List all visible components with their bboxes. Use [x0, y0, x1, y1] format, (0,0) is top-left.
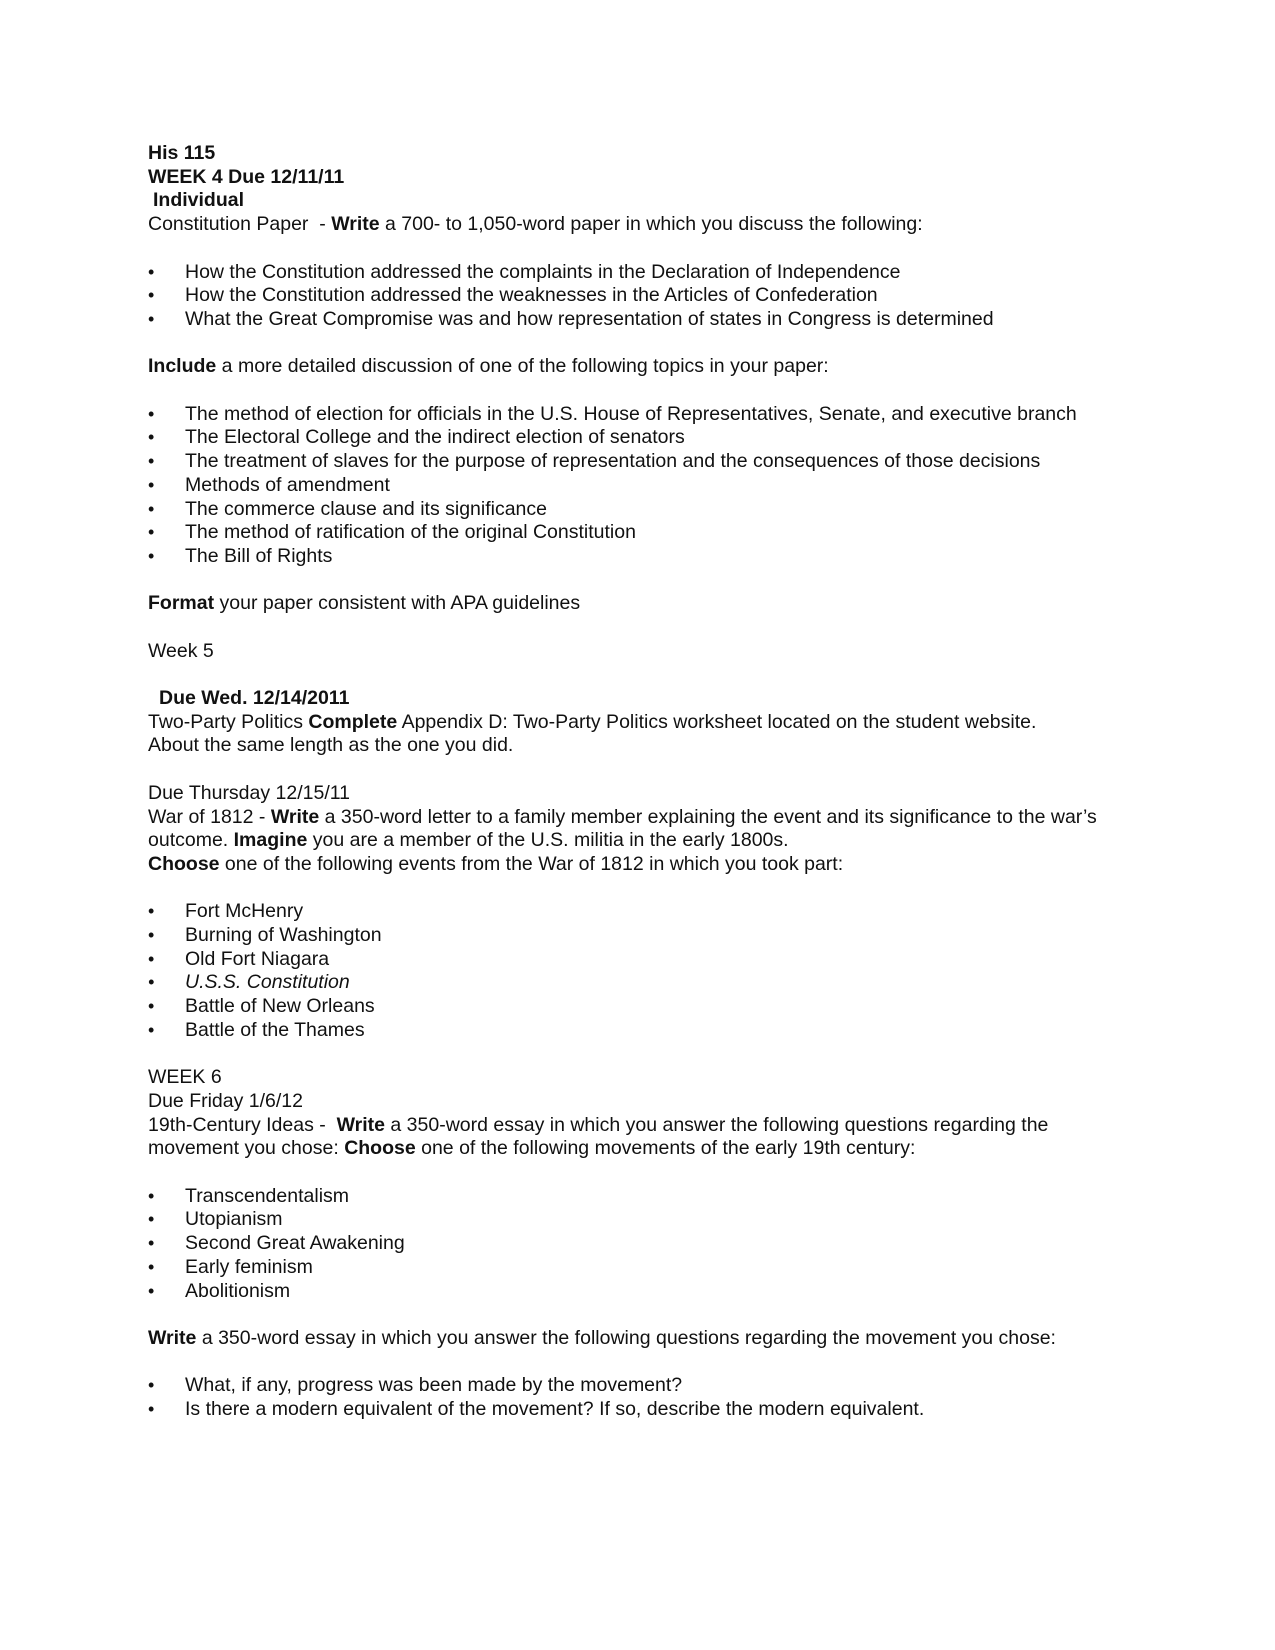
format-rest: your paper consistent with APA guidelines	[214, 592, 581, 615]
list-item: • Second Great Awakening	[148, 1232, 1128, 1256]
discussion-points-list	[148, 261, 1128, 332]
week5-due-thursday: Due Thursday 12/15/11	[148, 781, 350, 804]
length-note: About the same length as the one you did.	[148, 734, 514, 757]
list-item: • The commerce clause and its significance	[148, 498, 1128, 522]
list-item: • How the Constitution addressed the weaknesses in the Articles of Confederation	[148, 284, 1128, 308]
list-item: • The treatment of slaves for the purpose of representation and the consequences of those decisions	[148, 450, 1128, 474]
two-party-rest: Appendix D: Two-Party Politics worksheet located on the student website.	[397, 710, 1037, 733]
list-item: • Burning of Washington	[148, 924, 1128, 948]
include-rest: a more detailed discussion of one of the following topics in your paper:	[216, 355, 829, 378]
list-item: • Fort McHenry	[148, 900, 1128, 924]
spacer	[148, 569, 1128, 593]
spacer	[148, 332, 1128, 356]
questions-list	[148, 1374, 1128, 1421]
complete-verb: Complete	[308, 710, 398, 733]
spacer	[148, 1161, 1128, 1185]
list-item: • Battle of New Orleans	[148, 995, 1128, 1019]
list-item: • The method of ratification of the original Constitution	[148, 521, 1128, 545]
essay-instruction	[148, 1327, 1128, 1351]
list-item: • Battle of the Thames	[148, 1019, 1128, 1043]
format-verb: Format	[148, 592, 215, 615]
spacer	[148, 758, 1128, 782]
list-item: • What, if any, progress was been made by the movement?	[148, 1374, 1128, 1398]
ideas-rest: a 350-word essay in which you answer the following questions regarding the movement you chose:	[148, 1113, 1054, 1160]
constitution-paper-instruction	[148, 213, 1128, 237]
list-item: • What the Great Compromise was and how representation of states in Congress is determined	[148, 308, 1128, 332]
movements-list	[148, 1185, 1128, 1304]
write-verb: Write	[148, 1326, 197, 1349]
choose-rest: one of the following movements of the early 19th century:	[415, 1137, 916, 1160]
week6-heading: WEEK 6	[148, 1066, 222, 1089]
events-list	[148, 900, 1128, 1042]
choose-verb: Choose	[148, 852, 220, 875]
choose-event-instruction	[148, 853, 1128, 877]
war-lead: War of 1812 -	[148, 805, 271, 828]
spacer	[148, 379, 1128, 403]
list-item: • The Bill of Rights	[148, 545, 1128, 569]
write-verb: Write	[331, 213, 380, 236]
list-item: • Transcendentalism	[148, 1185, 1128, 1209]
topics-list	[148, 403, 1128, 569]
ideas-lead: 19th-Century Ideas -	[148, 1113, 337, 1136]
essay-rest: a 350-word essay in which you answer the following questions regarding the movement you chose:	[196, 1326, 1056, 1349]
list-item: • The Electoral College and the indirect election of senators	[148, 426, 1128, 450]
spacer	[148, 237, 1128, 261]
imagine-verb: Imagine	[233, 829, 308, 852]
constitution-paper-rest: a 700- to 1,050-word paper in which you discuss the following:	[379, 213, 923, 236]
spacer	[148, 1303, 1128, 1327]
include-verb: Include	[148, 355, 217, 378]
two-party-lead: Two-Party Politics	[148, 710, 309, 733]
list-item: • Utopianism	[148, 1208, 1128, 1232]
list-item: • U.S.S. Constitution	[148, 971, 1128, 995]
write-verb: Write	[336, 1113, 385, 1136]
week5-due-wednesday: Due Wed. 12/14/2011	[159, 687, 350, 710]
week5-heading: Week 5	[148, 639, 214, 662]
include-instruction	[148, 355, 1128, 379]
spacer	[148, 1351, 1128, 1375]
list-item: • Is there a modern equivalent of the movement? If so, describe the modern equivalent.	[148, 1398, 1128, 1422]
constitution-paper-lead: Constitution Paper -	[148, 213, 332, 236]
week4-due-heading: WEEK 4 Due 12/11/11	[148, 165, 345, 188]
format-instruction	[148, 592, 1128, 616]
list-item: • Old Fort Niagara	[148, 948, 1128, 972]
list-item: • Early feminism	[148, 1256, 1128, 1280]
write-verb: Write	[270, 805, 320, 828]
course-title: His 115	[148, 142, 216, 164]
choose-rest: one of the following events from the War of 1812 in which you took part:	[219, 852, 844, 875]
war-of-1812-instruction	[148, 806, 1128, 853]
ideas-instruction	[148, 1114, 1128, 1161]
spacer	[148, 616, 1128, 640]
week6-due-friday: Due Friday 1/6/12	[148, 1089, 304, 1112]
spacer	[148, 877, 1128, 901]
document-page	[148, 142, 1128, 1422]
choose-verb: Choose	[344, 1137, 416, 1160]
individual-label: Individual	[153, 189, 245, 212]
list-item: • How the Constitution addressed the complaints in the Declaration of Independence	[148, 261, 1128, 285]
list-item: • Methods of amendment	[148, 474, 1128, 498]
spacer	[148, 1043, 1128, 1067]
list-item: • Abolitionism	[148, 1280, 1128, 1304]
imagine-rest: you are a member of the U.S. militia in the early 1800s.	[307, 829, 789, 852]
spacer	[148, 663, 1128, 687]
two-party-instruction	[148, 711, 1128, 735]
list-item: • The method of election for officials in the U.S. House of Representatives, Senate, and executive branch	[148, 403, 1128, 427]
war-rest: a 350-word letter to a family member explaining the event and its significance to the war’s outcome.	[148, 805, 1103, 852]
